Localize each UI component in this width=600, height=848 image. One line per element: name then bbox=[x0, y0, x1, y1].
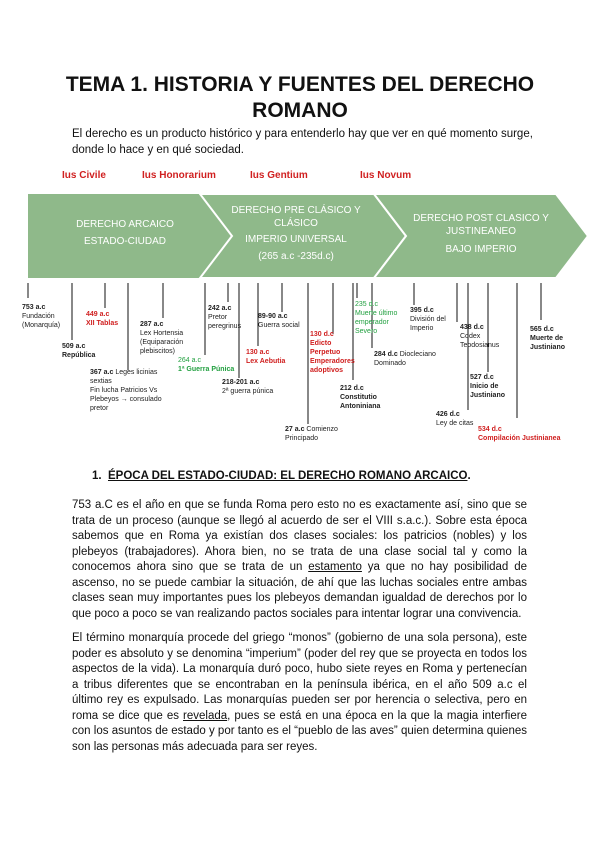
law-label-ius-civile: Ius Civile bbox=[62, 170, 106, 181]
page-title: TEMA 1. HISTORIA Y FUENTES DEL DERECHO ROMANO bbox=[65, 73, 535, 122]
law-label-ius-gentium: Ius Gentium bbox=[250, 170, 308, 181]
band-arcaico-line1: DERECHO ARCAICO bbox=[76, 219, 174, 230]
law-label-ius-honorarium: Ius Honorarium bbox=[142, 170, 216, 181]
event-565: 565 d.c Muerte de Justiniano bbox=[530, 326, 566, 351]
band-postclasico bbox=[408, 212, 554, 256]
event-235: 235 d.c Muerte último emperador Severo bbox=[355, 301, 398, 335]
event-212: 212 d.c Constitutio Antoniniana bbox=[340, 385, 381, 410]
intro-text: El derecho es un producto histórico y para entenderlo hay que ver en qué momento surge, donde lo hace y en qué sociedad. bbox=[72, 128, 533, 156]
law-label-ius-novum: Ius Novum bbox=[360, 170, 412, 181]
band-clasico bbox=[228, 204, 364, 263]
event-287: 287 a.c Lex Hortensia (Equiparación plebiscitos) bbox=[140, 321, 184, 355]
section-heading: 1. ÉPOCA DEL ESTADO-CIUDAD: EL DERECHO ROMANO ARCAICO. bbox=[92, 470, 471, 482]
band-clasico-line2: IMPERIO UNIVERSAL bbox=[245, 234, 347, 245]
band-postclasico-line2: BAJO IMPERIO bbox=[445, 244, 517, 255]
event-242: 242 a.c Pretor peregrinus bbox=[208, 305, 242, 330]
event-527: 527 d.c Inicio de Justiniano bbox=[470, 374, 506, 399]
paragraph-2: El término monarquía procede del griego “monos” (gobierno de una sola persona), este poder es absoluto y se denomina “imperium” (poder del rey que se proyecta en todos los aspectos de la vida). La monarquía duró poco, hubo siete reyes en Roma y pertenecían a tribus diferentes que se encontraban en la península ibérica, en el año 509 a.c el último rey es expulsado. Las monarquías pueden ser por herencia o selectiva, pero en roma se dice que es revelada, pues se está en una época en la que la magia interfiere con los asuntos de estado y por tanto es el “pueblo de las aves” quien determina quienes son las personas más adecuada para ser reyes. bbox=[72, 632, 527, 753]
band-arcaico bbox=[50, 218, 200, 248]
event-534: 534 d.c Compilación Justinianea bbox=[478, 426, 561, 442]
event-284: 284 d.c Diocleciano Dominado bbox=[374, 351, 436, 367]
event-449: 449 a.c XII Tablas bbox=[86, 311, 119, 327]
event-753: 753 a.c Fundación (Monarquía) bbox=[22, 304, 61, 329]
event-218: 218-201 a.c 2ª guerra púnica bbox=[222, 379, 274, 395]
event-509: 509 a.c República bbox=[62, 343, 96, 359]
band-arcaico-line2: ESTADO-CIUDAD bbox=[83, 236, 167, 247]
band-clasico-line1: DERECHO PRE CLÁSICO Y CLÁSICO bbox=[231, 205, 361, 229]
event-395: 395 d.c División del Imperio bbox=[410, 307, 446, 332]
section-number: 1. bbox=[92, 470, 102, 482]
event-130: 130 a.c Lex Aebutia bbox=[246, 349, 286, 365]
event-367: 367 a.c Leges licinias sextias Fin lucha Patricios Vs Plebeyos → consulado pretor bbox=[90, 369, 162, 412]
event-264: 264 a.c 1ª Guerra Púnica bbox=[178, 357, 235, 373]
event-438: 438 d.c Codex Teodosianus bbox=[460, 324, 500, 349]
band-postclasico-line1: DERECHO POST CLASICO Y JUSTINEANEO bbox=[413, 213, 549, 237]
band-clasico-line3: (265 a.c -235d.c) bbox=[258, 251, 334, 262]
paragraph-1: 753 a.C es el año en que se funda Roma pero esto no es exactamente así, sino que se trata de un proceso (aunque se llegó al acuerdo de ser el VIII s.a.c.). Sobre esta época sabemos que en Roma ya existían dos clases sociales: los patricios (nobles) y los plebeyos (trabajadores). Ahora bien, no se trata de una clase social tal y como la conocemos ahora sino que se trata de un estamento ya que no hay posibilidad de ascenso, no se puede cambiar la situación, de ahí que las luchas sociales entre ambas clases sean muy importantes pues los plebeyos demandan igualdad de derechos por lo que poco a poco se van realizando pactos sociales para intentar lograr una convivencia. bbox=[72, 499, 527, 620]
event-130d: 130 d.c Edicto Perpetuo Emperadores adoptivos bbox=[310, 331, 355, 374]
event-27: 27 a.c Comienzo Principado bbox=[285, 426, 338, 442]
event-426: 426 d.c Ley de citas bbox=[436, 411, 474, 427]
section-title: ÉPOCA DEL ESTADO-CIUDAD: EL DERECHO ROMANO ARCAICO bbox=[107, 470, 468, 482]
event-89: 89-90 a.c Guerra social bbox=[258, 313, 300, 329]
